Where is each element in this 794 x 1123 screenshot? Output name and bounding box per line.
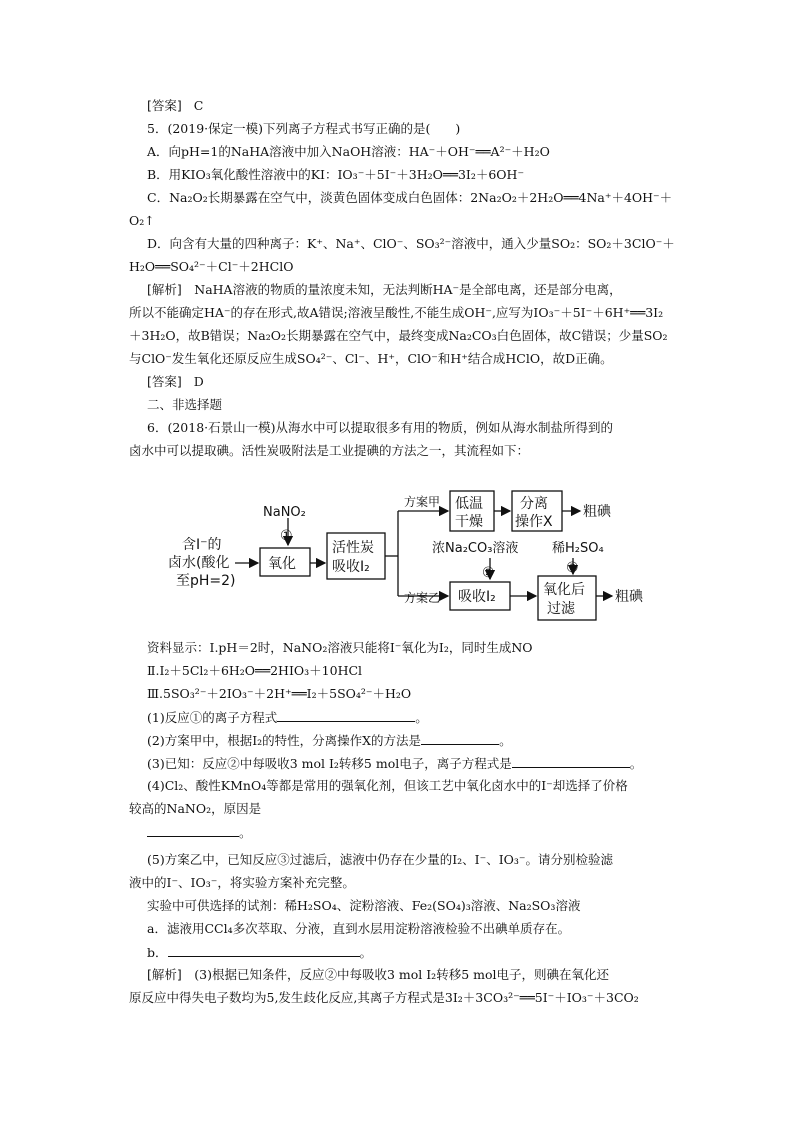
answer-value: C [193,98,204,113]
info-line-2: Ⅱ.I₂＋5Cl₂＋6H₂O══2HIO₃＋10HCl [147,663,363,678]
question-5-option-c-cont: O₂↑ [129,213,155,228]
question-6-analysis [147,967,609,983]
reagent-list: 实验中可供选择的试剂：稀H₂SO₄、淀粉溶液、Fe₂(SO₄)₃溶液、Na₂SO₃溶液 [147,898,581,913]
sub-question-3-text: (3)已知：反应②中每吸收3 mol I₂转移5 mol电子，离子方程式是 [147,756,512,771]
plan-b-label: 方案乙 [404,591,441,605]
period-mark: 。 [499,733,512,748]
step-1-mark: ① [280,528,293,544]
sub-question-2-text: (2)方案甲中，根据I₂的特性，分离操作X的方法是 [147,733,422,748]
period-mark: 。 [629,756,643,771]
step-b-label: b． [147,945,168,960]
source-label-2: 卤水(酸化 [168,555,230,571]
sub-question-4-blank-line [147,824,252,841]
question-5-option-c: C．Na₂O₂长期暴露在空气中，淡黄色固体变成白色固体：2Na₂O₂＋2H₂O══4Na⁺＋4OH⁻＋ [147,190,673,205]
step-2-mark: ② [482,565,495,581]
answer-tag: [答案] [147,98,182,113]
analysis-tag: [解析] [147,282,182,297]
analysis-text: (3)根据已知条件，反应②中每吸收3 mol I₂转移5 mol电子，则碘在氧化还 [181,967,610,982]
info-line-1: 资料显示：Ⅰ.pH＝2时，NaNO₂溶液只能将I⁻氧化为I₂，同时生成NO [147,640,533,655]
question-5-analysis-line-2: 所以不能确定HA⁻的存在形式,故A错误;溶液呈酸性,不能生成OH⁻,应写为IO₃⁻＋5I⁻＋6H⁺══3I₂ [129,305,664,320]
answer-blank[interactable] [421,732,499,745]
sep-label-2: 操作X [515,514,553,530]
period-mark: 。 [415,710,428,725]
question-5-analysis-line-4: 与ClO⁻发生氧化还原反应生成SO₄²⁻、Cl⁻、H⁺，ClO⁻和H⁺结合成HClO，故D正确。 [129,351,613,366]
section-title: 二、非选择题 [147,397,223,412]
question-5-answer [147,374,204,390]
filter-label-2: 过滤 [547,601,575,617]
info-line-3: Ⅲ.5SO₃²⁻＋2IO₃⁻＋2H⁺══I₂＋5SO₄²⁻＋H₂O [147,686,412,701]
question-5-analysis-line-3: ＋3H₂O，故B错误；Na₂O₂长期暴露在空气中，最终变成Na₂CO₃白色固体，故C错误；少量SO₂ [129,328,668,343]
source-label-3: 至pH=2) [176,573,236,589]
carbon-label-1: 活性炭 [332,540,374,556]
question-5-option-d: D．向含有大量的四种离子：K⁺、Na⁺、ClO⁻、SO₃²⁻溶液中，通入少量SO₂：SO₂＋3ClO⁻＋ [147,236,675,251]
analysis-tag: [解析] [147,967,182,982]
reagent-na2co3: 浓Na₂CO₃溶液 [432,541,519,556]
dry-label-1: 低温 [455,496,483,512]
sub-question-4-cont: 较高的NaNO₂，原因是 [129,801,262,816]
step-a: a．滤液用CCl₄多次萃取、分液，直到水层用淀粉溶液检验不出碘单质存在。 [147,921,571,936]
question-5-stem: 5．(2019·保定一模)下列离子方程式书写正确的是( ) [147,121,461,136]
analysis-text: NaHA溶液的物质的量浓度未知，无法判断HA⁻是全部电离，还是部分电离， [181,282,622,297]
sep-label-1: 分离 [520,496,548,512]
plan-a-label: 方案甲 [404,495,441,509]
question-6-stem-cont: 卤水中可以提取碘。活性炭吸附法是工业提碘的方法之一，其流程如下： [129,443,530,458]
answer-tag: [答案] [147,374,182,389]
reagent-h2so4: 稀H₂SO₄ [552,541,604,556]
product-1-label: 粗碘 [583,504,611,520]
sub-question-1-text: (1)反应①的离子方程式 [147,710,278,725]
answer-blank[interactable] [512,755,630,768]
question-5-option-a: A．向pH=1的NaHA溶液中加入NaOH溶液：HA⁻＋OH⁻══A²⁻＋H₂O [147,144,550,159]
answer-blank[interactable] [147,824,239,837]
question-5-option-d-cont: H₂O══SO₄²⁻＋Cl⁻＋2HClO [129,259,294,274]
question-6-stem: 6．(2018·石景山一模)从海水中可以提取很多有用的物质，例如从海水制盐所得到的 [147,420,613,435]
period-mark: 。 [239,825,252,840]
question-6-analysis-line-2: 原反应中得失电子数均为5,发生歧化反应,其离子方程式是3I₂＋3CO₃²⁻══5I⁻＋IO₃⁻＋3CO₂ [129,990,639,1005]
reagent-nano2: NaNO₂ [263,505,306,520]
sub-question-5-cont: 液中的I⁻、IO₃⁻，将实验方案补充完整。 [129,875,355,890]
sub-question-4: (4)Cl₂、酸性KMnO₄等都是常用的强氧化剂，但该工艺中氧化卤水中的I⁻却选择了价格 [147,778,628,793]
sub-question-1 [147,709,428,726]
answer-blank[interactable] [277,709,415,722]
sub-question-3 [147,755,642,772]
process-flow-diagram [160,478,660,628]
question-5-analysis [147,282,622,298]
answer-blank[interactable] [168,944,360,957]
answer-value: D [193,374,204,389]
q4-answer-line [147,98,203,114]
filter-label-1: 氧化后 [543,582,585,598]
oxidize-label: 氧化 [268,556,296,572]
sub-question-2 [147,732,512,749]
sub-question-5: (5)方案乙中，已知反应③过滤后，滤液中仍存在少量的I₂、I⁻、IO₃⁻。请分别检验滤 [147,852,613,867]
step-3-mark: ③ [566,560,579,576]
carbon-label-2: 吸收I₂ [332,559,370,575]
absorb-label: 吸收I₂ [458,589,496,605]
source-label-1: 含I⁻的 [182,537,222,553]
dry-label-2: 干燥 [455,514,483,530]
period-mark: 。 [359,945,373,960]
product-2-label: 粗碘 [615,589,643,605]
step-b [147,944,372,961]
question-5-option-b: B．用KIO₃氧化酸性溶液中的KI：IO₃⁻＋5I⁻＋3H₂O══3I₂＋6OH⁻ [147,167,525,182]
